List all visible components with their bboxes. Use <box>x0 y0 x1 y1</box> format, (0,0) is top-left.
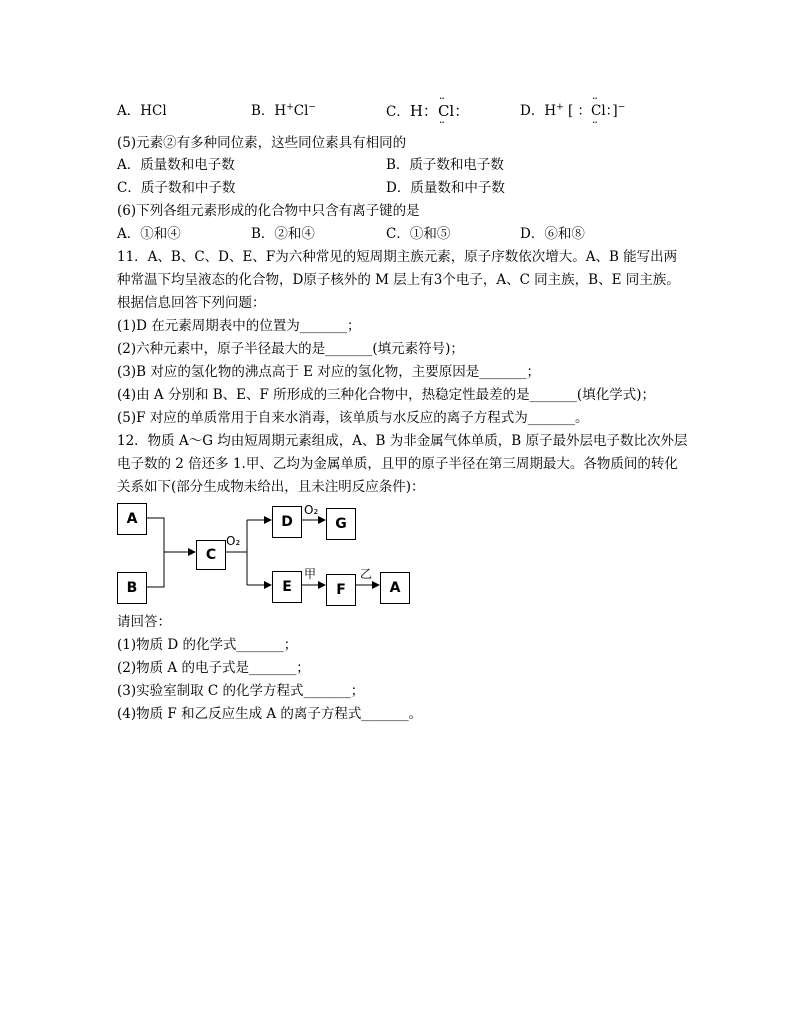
q12-sub3: (3)实验室制取 C 的化学方程式_______； <box>117 683 365 699</box>
diagram-connectors <box>117 500 417 610</box>
option-d[interactable] <box>520 101 625 121</box>
option-d-formula-sup2: − <box>617 102 626 113</box>
option-d-formula-cl: ·· Cl ·· <box>591 101 606 121</box>
q12-sub1: (1)物质 D 的化学式_______； <box>117 637 298 653</box>
node-f: F <box>326 574 356 606</box>
q11-sub4: (4)由 A 分别和 B、E、F 所形成的三种化合物中，热稳定性最差的是_______(填化学式)； <box>117 387 655 403</box>
q11-line3: 根据信息回答下列问题： <box>117 295 266 311</box>
q11-line1: 11．A、B、C、D、E、F为六种常见的短周期主族元素，原子序数依次增大。A、B 能写出两 <box>117 249 678 265</box>
q6-option-d[interactable]: D．⑥和⑧ <box>520 226 585 242</box>
option-c-prefix: C． <box>386 104 410 120</box>
q12-line2: 电子数的 2 倍还多 1.甲、乙均为金属单质，且甲的原子半径在第三周期最大。各物质间的转化 <box>117 456 678 472</box>
option-c-formula-cl: ·· Cl ·· <box>438 101 454 121</box>
q11-sub1: (1)D 在元素周期表中的位置为_______； <box>117 318 361 334</box>
arrow-a-to-c <box>145 518 195 552</box>
option-d-formula-right: ：] <box>605 103 618 119</box>
option-d-formula-sup: + <box>556 102 564 113</box>
label-o2-d: O₂ <box>304 503 319 517</box>
q12-sub2: (2)物质 A 的电子式是_______； <box>117 660 310 676</box>
q11-sub5: (5)F 对应的单质常用于自来水消毒，该单质与水反应的离子方程式为_______。 <box>117 410 589 426</box>
q6-option-b[interactable]: B．②和④ <box>251 226 315 242</box>
q6-stem: (6)下列各组元素形成的化合物中只含有离子键的是 <box>117 203 420 219</box>
q6-option-c[interactable]: C．①和⑤ <box>386 226 451 242</box>
option-d-formula-mid: [ ： <box>563 103 592 119</box>
node-e: E <box>272 571 302 603</box>
q5-option-d[interactable]: D．质量数和中子数 <box>386 180 505 196</box>
node-a-product: A <box>380 572 410 604</box>
label-o2-c: O₂ <box>226 534 241 548</box>
node-a: A <box>117 503 147 535</box>
q5-option-b[interactable]: B．质子数和电子数 <box>386 157 504 173</box>
q6-option-a[interactable]: A．①和④ <box>117 226 181 242</box>
conversion-diagram <box>117 500 417 610</box>
option-d-formula-left: H <box>544 103 557 119</box>
node-g: G <box>326 508 356 540</box>
line-b-to-junction <box>145 552 164 587</box>
q5-option-c[interactable]: C．质子数和中子数 <box>117 180 236 196</box>
node-b: B <box>117 572 147 604</box>
q11-line2: 种常温下均呈液态的化合物，D原子核外的 M 层上有3个电子，A、C 同主族，B、E 同主族。 <box>117 272 680 288</box>
option-b-sup1: + <box>286 102 294 113</box>
option-b-prefix: B．H <box>251 103 287 119</box>
option-c[interactable] <box>386 101 469 122</box>
option-b[interactable] <box>251 101 316 121</box>
q11-sub3: (3)B 对应的氢化物的沸点高于 E 对应的氢化物，主要原因是_______； <box>117 364 541 380</box>
q5-stem: (5)元素②有多种同位素，这些同位素具有相同的 <box>117 135 407 151</box>
q11-sub2: (2)六种元素中，原子半径最大的是_______(填元素符号)； <box>117 341 464 357</box>
label-yi: 乙 <box>360 567 373 581</box>
option-c-formula-left: H： <box>409 102 438 120</box>
q12-line3: 关系如下(部分生成物未给出，且未注明反应条件)： <box>117 479 425 495</box>
option-c-formula-right: ： <box>454 102 470 120</box>
option-d-prefix: D． <box>520 103 545 119</box>
label-jia: 甲 <box>304 567 317 581</box>
option-b-sup2: − <box>308 102 316 113</box>
option-b-mid: Cl <box>293 103 309 119</box>
q12-sub4: (4)物质 F 和乙反应生成 A 的离子方程式_______。 <box>117 706 423 722</box>
q5-option-a[interactable]: A．质量数和电子数 <box>117 157 235 173</box>
node-c: C <box>196 540 226 570</box>
node-d: D <box>272 506 302 538</box>
q12-answer-prompt: 请回答： <box>117 614 171 630</box>
q12-line1: 12．物质 A～G 均由短周期元素组成，A、B 为非金属气体单质，B 原子最外层电子数比次外层 <box>117 433 688 449</box>
option-a[interactable]: A．HCl <box>117 103 167 119</box>
